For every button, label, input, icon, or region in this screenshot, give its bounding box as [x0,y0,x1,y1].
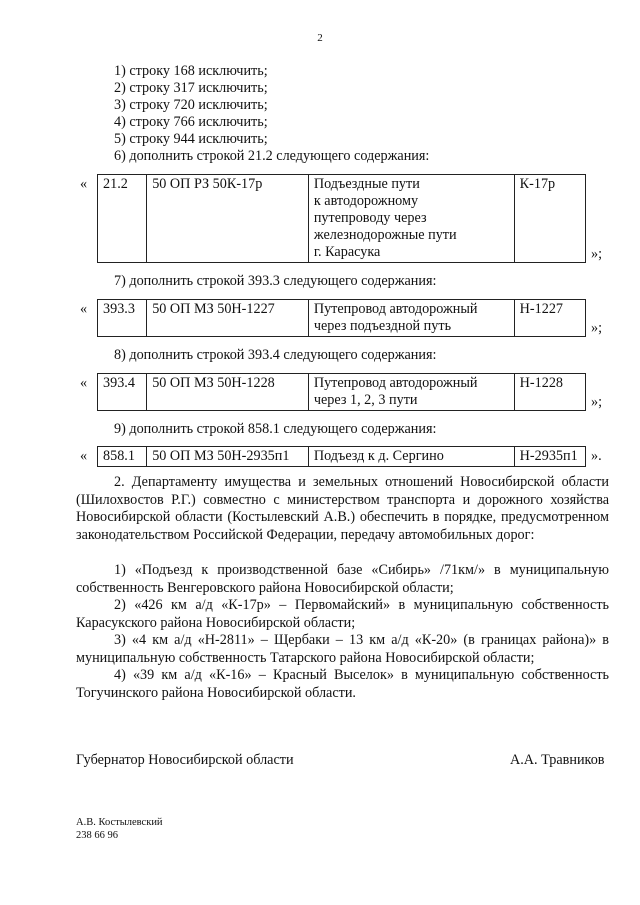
row-number: 21.2 [98,175,147,263]
road-code: 50 ОП РЗ 50К-17р [147,175,309,263]
executor-name: А.В. Костылевский [76,817,163,828]
open-quote: « [80,448,88,464]
road-name-line: г. Карасука [313,244,381,260]
table-row-21-2 [97,174,586,263]
signatory-name: А.А. Травников [510,752,605,768]
open-quote: « [80,301,88,317]
section-2-item: 3) «4 км а/д «Н-2811» – Щербаки – 13 км а/д «К-20» (в границах района)» в муниципальную собственность Татарского района Новосибирской области; [76,632,609,666]
close-quote: »; [591,320,603,336]
open-quote: « [80,375,88,391]
road-name [308,300,514,337]
list-item: 9) дополнить строкой 858.1 следующего содержания: [114,421,437,437]
road-index: Н-2935п1 [514,447,585,467]
road-name-line: железнодорожные пути [313,227,457,243]
road-name [308,175,514,263]
road-code: 50 ОП МЗ 50Н-2935п1 [147,447,309,467]
road-name-line: через подъездной путь [313,318,452,334]
open-quote: « [80,176,88,192]
table-row-393-3 [97,299,586,337]
list-item: 7) дополнить строкой 393.3 следующего содержания: [114,273,437,289]
row-number: 858.1 [98,447,147,467]
list-item: 1) строку 168 исключить; [114,63,268,79]
page-number: 2 [317,32,323,44]
list-item: 4) строку 766 исключить; [114,114,268,130]
list-item: 3) строку 720 исключить; [114,97,268,113]
road-index: Н-1227 [514,300,585,337]
signatory-position: Губернатор Новосибирской области [76,752,294,768]
road-name-line: Путепровод автодорожный [313,375,478,391]
close-quote: »; [591,394,603,410]
list-item: 8) дополнить строкой 393.4 следующего содержания: [114,347,437,363]
table-row-393-4 [97,373,586,411]
road-index: К-17р [514,175,585,263]
table-row-858-1 [97,446,586,467]
row-number: 393.4 [98,374,147,411]
executor-phone: 238 66 96 [76,830,118,841]
road-name-line: Подъездные пути [313,176,420,192]
close-quote: »; [591,246,603,262]
road-name: Подъезд к д. Сергино [308,447,514,467]
section-2-intro: 2. Департаменту имущества и земельных отношений Новосибирской области (Шилохвостов Р.Г.) совместно с министерством транспорта и дорожного хозяйства Новосибирской области (Костылевский А.В.) обеспечить в порядке, предусмотренном законодательством Российской Федерации, передачу автомобильных дорог: [76,474,609,543]
road-name-line: Путепровод автодорожный [313,301,478,317]
section-2-item: 4) «39 км а/д «К-16» – Красный Выселок» в муниципальную собственность Тогучинского района Новосибирской области. [76,667,609,701]
list-item: 5) строку 944 исключить; [114,131,268,147]
road-name-line: через 1, 2, 3 пути [313,392,418,408]
close-quote: ». [591,448,602,464]
section-2-item: 1) «Подъезд к производственной базе «Сибирь» /71км/» в муниципальную собственность Венгеровского района Новосибирской области; [76,562,609,596]
list-item: 2) строку 317 исключить; [114,80,268,96]
road-code: 50 ОП МЗ 50Н-1228 [147,374,309,411]
road-code: 50 ОП МЗ 50Н-1227 [147,300,309,337]
road-name [308,374,514,411]
road-name-line: путепроводу через [313,210,427,226]
road-index: Н-1228 [514,374,585,411]
list-item: 6) дополнить строкой 21.2 следующего содержания: [114,148,430,164]
section-2-item: 2) «426 км а/д «К-17р» – Первомайский» в муниципальную собственность Карасукского района Новосибирской области; [76,597,609,631]
row-number: 393.3 [98,300,147,337]
road-name-line: к автодорожному [313,193,419,209]
